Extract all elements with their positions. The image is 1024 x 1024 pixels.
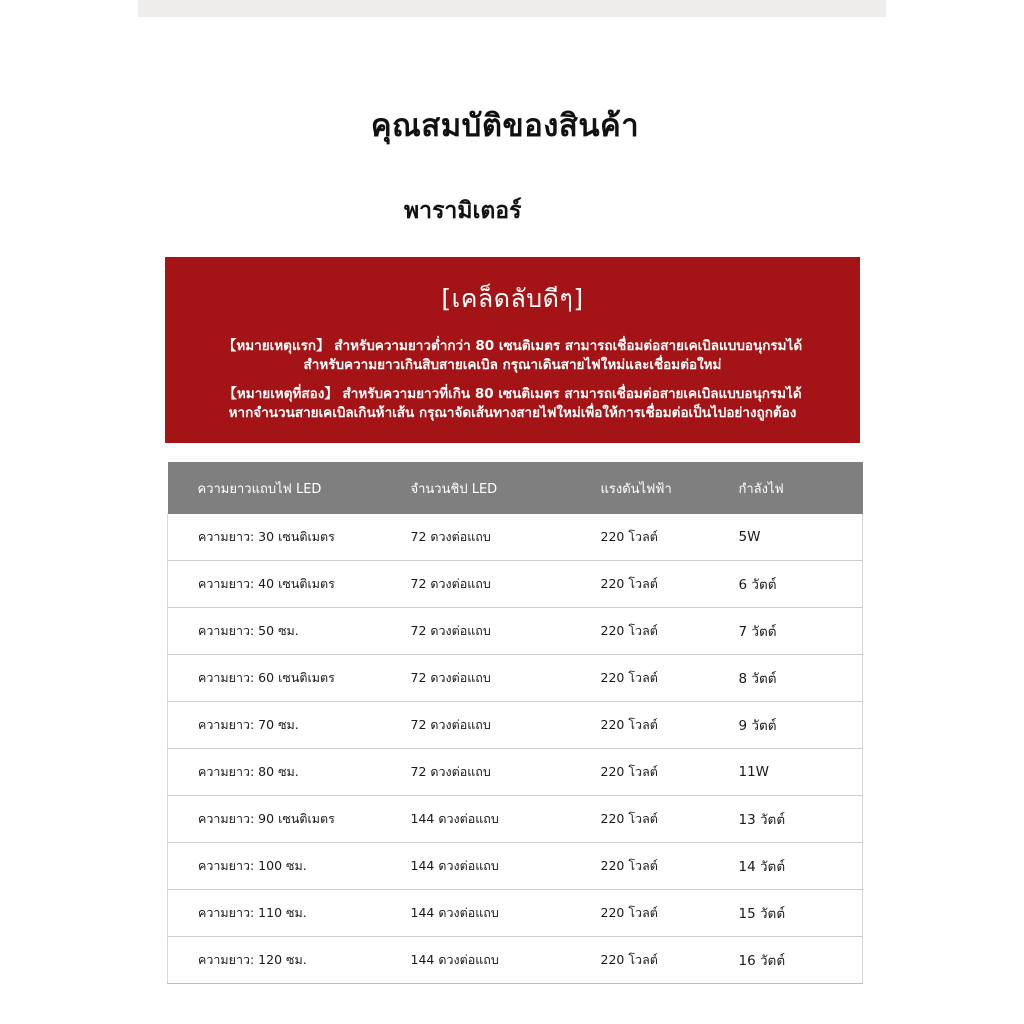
cell-chip-count: 72 ดวงต่อแถบ — [373, 608, 569, 655]
cell-power: 7 วัตต์ — [719, 608, 863, 655]
cell-power: 9 วัตต์ — [719, 702, 863, 749]
top-banner-strip — [138, 0, 886, 17]
cell-power: 15 วัตต์ — [719, 890, 863, 937]
tips-note-first-line: 【หมายเหตุแรก】 สำหรับความยาวต่ำกว่า 80 เซนติเมตร สามารถเชื่อมต่อสายเคเบิลแบบอนุกรมได้ — [222, 338, 803, 354]
cell-chip-count: 72 ดวงต่อแถบ — [373, 514, 569, 561]
cell-length: ความยาว: 70 ซม. — [168, 702, 373, 749]
cell-voltage: 220 โวลต์ — [569, 843, 719, 890]
page-title: คุณสมบัติของสินค้า — [370, 108, 640, 144]
header-voltage: แรงดันไฟฟ้า — [569, 462, 719, 514]
cell-power: 5W — [719, 514, 863, 561]
table-row — [168, 514, 863, 561]
cell-chip-count: 144 ดวงต่อแถบ — [373, 937, 569, 984]
tips-box — [165, 257, 860, 443]
tips-note-first-line: สำหรับความยาวเกินสิบสายเคเบิล กรุณาเดินสายไฟใหม่และเชื่อมต่อใหม่ — [303, 357, 722, 373]
cell-chip-count: 72 ดวงต่อแถบ — [373, 561, 569, 608]
table-row — [168, 843, 863, 890]
tips-note-second — [165, 385, 860, 423]
cell-length: ความยาว: 50 ซม. — [168, 608, 373, 655]
cell-voltage: 220 โวลต์ — [569, 890, 719, 937]
tips-note-second-line: หากจำนวนสายเคเบิลเกินห้าเส้น กรุณาจัดเส้นทางสายไฟใหม่เพื่อให้การเชื่อมต่อเป็นไปอย่างถูกต้อง — [228, 405, 797, 421]
table-row — [168, 608, 863, 655]
cell-power: 6 วัตต์ — [719, 561, 863, 608]
table-row — [168, 937, 863, 984]
table-row — [168, 561, 863, 608]
cell-power: 14 วัตต์ — [719, 843, 863, 890]
tips-title: [เคล็ดลับดีๆ] — [441, 284, 584, 313]
table-header-row — [168, 462, 863, 514]
cell-chip-count: 144 ดวงต่อแถบ — [373, 796, 569, 843]
cell-chip-count: 144 ดวงต่อแถบ — [373, 843, 569, 890]
cell-length: ความยาว: 60 เซนติเมตร — [168, 655, 373, 702]
cell-voltage: 220 โวลต์ — [569, 702, 719, 749]
cell-voltage: 220 โวลต์ — [569, 749, 719, 796]
cell-chip-count: 72 ดวงต่อแถบ — [373, 655, 569, 702]
cell-power: 11W — [719, 749, 863, 796]
cell-length: ความยาว: 90 เซนติเมตร — [168, 796, 373, 843]
cell-length: ความยาว: 100 ซม. — [168, 843, 373, 890]
cell-length: ความยาว: 30 เซนติเมตร — [168, 514, 373, 561]
table-row — [168, 890, 863, 937]
cell-voltage: 220 โวลต์ — [569, 796, 719, 843]
cell-chip-count: 72 ดวงต่อแถบ — [373, 749, 569, 796]
cell-power: 16 วัตต์ — [719, 937, 863, 984]
cell-length: ความยาว: 80 ซม. — [168, 749, 373, 796]
cell-voltage: 220 โวลต์ — [569, 561, 719, 608]
cell-voltage: 220 โวลต์ — [569, 655, 719, 702]
cell-length: ความยาว: 110 ซม. — [168, 890, 373, 937]
cell-chip-count: 72 ดวงต่อแถบ — [373, 702, 569, 749]
table-row — [168, 749, 863, 796]
cell-length: ความยาว: 120 ซม. — [168, 937, 373, 984]
table-row — [168, 796, 863, 843]
cell-voltage: 220 โวลต์ — [569, 608, 719, 655]
tips-note-first — [165, 337, 860, 375]
header-chip-count: จำนวนชิป LED — [373, 462, 569, 514]
cell-power: 8 วัตต์ — [719, 655, 863, 702]
cell-power: 13 วัตต์ — [719, 796, 863, 843]
section-heading: พารามิเตอร์ — [404, 198, 522, 224]
table-row — [168, 702, 863, 749]
cell-length: ความยาว: 40 เซนติเมตร — [168, 561, 373, 608]
spec-table — [167, 462, 863, 984]
cell-chip-count: 144 ดวงต่อแถบ — [373, 890, 569, 937]
header-power: กำลังไฟ — [719, 462, 863, 514]
header-strip-length: ความยาวแถบไฟ LED — [168, 462, 373, 514]
tips-note-second-line: 【หมายเหตุที่สอง】 สำหรับความยาวที่เกิน 80 เซนติเมตร สามารถเชื่อมต่อสายเคเบิลแบบอนุกรมได้ — [223, 386, 802, 402]
cell-voltage: 220 โวลต์ — [569, 514, 719, 561]
table-row — [168, 655, 863, 702]
cell-voltage: 220 โวลต์ — [569, 937, 719, 984]
